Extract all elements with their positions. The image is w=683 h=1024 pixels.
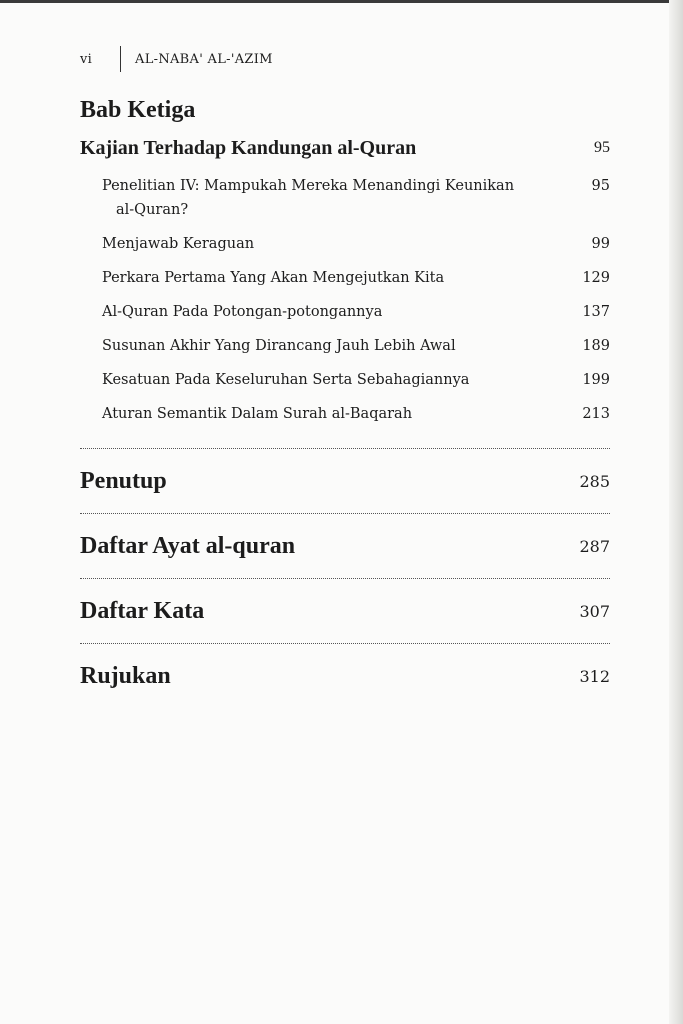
- chapter-title: Kajian Terhadap Kandungan al-Quran: [80, 137, 417, 159]
- toc-section-daftar-kata[interactable]: [80, 579, 610, 643]
- section-title: Daftar Ayat al-quran: [80, 532, 296, 559]
- header-divider: [120, 46, 121, 72]
- entry-page-number: 189: [582, 338, 610, 354]
- toc-entry-list: [80, 174, 610, 426]
- entry-page-number: 129: [582, 270, 610, 286]
- entry-title: Perkara Pertama Yang Akan Mengejutkan Kita: [102, 270, 445, 286]
- entry-title: [102, 174, 514, 222]
- toc-chapter-row[interactable]: [80, 136, 610, 160]
- entry-title-line: Penelitian IV: Mampukah Mereka Menandingi Keunikan: [102, 178, 515, 194]
- toc-section-daftar-ayat[interactable]: [80, 514, 610, 578]
- entry-title: Kesatuan Pada Keseluruhan Serta Sebahagiannya: [102, 372, 470, 388]
- entry-page-number: 137: [582, 304, 610, 320]
- page-top-edge: [0, 0, 683, 3]
- toc-section-penutup[interactable]: [80, 449, 610, 513]
- entry-title: Al-Quran Pada Potongan-potongannya: [102, 304, 383, 320]
- toc-entry[interactable]: [80, 174, 610, 222]
- section-page-number: 287: [579, 536, 610, 556]
- page-folio: vi: [80, 51, 93, 67]
- section-page-number: 285: [579, 471, 610, 491]
- toc-entry[interactable]: [80, 266, 610, 290]
- entry-page-number: 99: [591, 236, 610, 252]
- toc-entry[interactable]: [80, 368, 610, 392]
- entry-title-line-2: al-Quran?: [116, 202, 189, 218]
- bab-title: Bab Ketiga: [80, 97, 196, 123]
- entry-page-number: 95: [591, 178, 610, 194]
- toc-section-rujukan[interactable]: [80, 644, 610, 708]
- entry-page-number: 199: [582, 372, 610, 388]
- entry-title: Menjawab Keraguan: [102, 236, 255, 252]
- toc-entry[interactable]: [80, 402, 610, 426]
- section-page-number: 312: [579, 666, 610, 686]
- running-title: AL-NABA' AL-'AZIM: [135, 51, 273, 67]
- section-title: Daftar Kata: [80, 597, 205, 624]
- running-header: [80, 46, 273, 72]
- section-title: Rujukan: [80, 662, 171, 689]
- chapter-page-number: 95: [594, 139, 610, 156]
- entry-page-number: 213: [582, 406, 610, 422]
- toc-entry[interactable]: [80, 232, 610, 256]
- entry-title: Susunan Akhir Yang Dirancang Jauh Lebih Awal: [102, 338, 456, 354]
- page-binding-edge: [669, 0, 683, 1024]
- toc-entry[interactable]: [80, 300, 610, 324]
- section-page-number: 307: [579, 601, 610, 621]
- toc-entry[interactable]: [80, 334, 610, 358]
- table-of-contents: [80, 96, 610, 708]
- entry-title: Aturan Semantik Dalam Surah al-Baqarah: [102, 406, 413, 422]
- section-title: Penutup: [80, 467, 167, 494]
